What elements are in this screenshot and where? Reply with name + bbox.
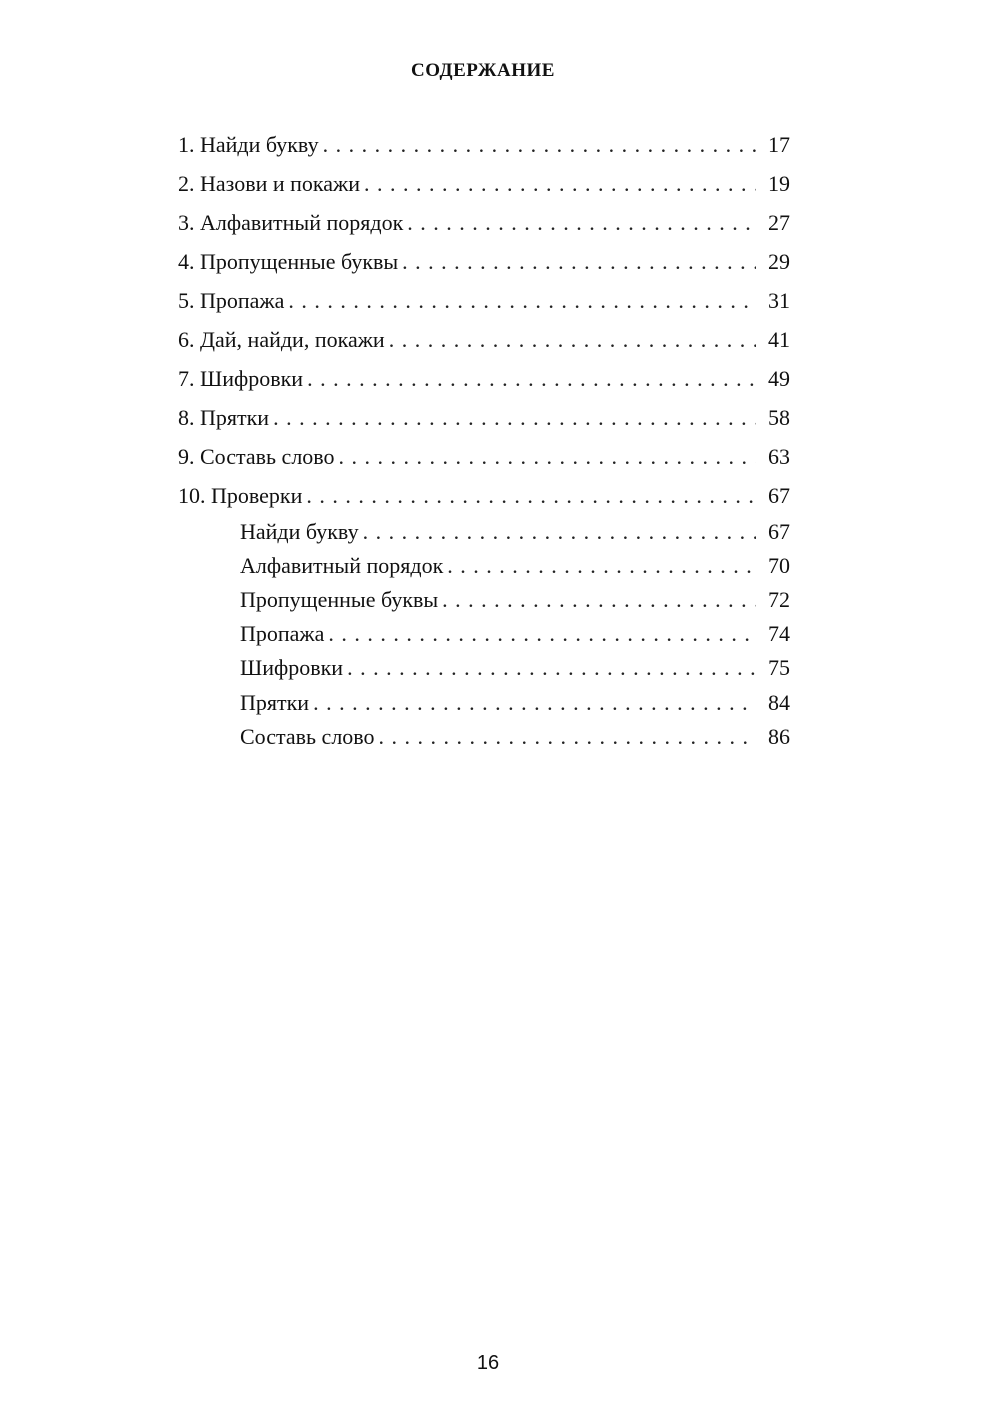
toc-subentry[interactable]: [240, 619, 790, 649]
toc-entry-label: 5. Пропажа: [178, 288, 285, 313]
toc-entry[interactable]: [178, 130, 790, 160]
toc-entry-label: 8. Прятки: [178, 405, 270, 430]
toc-subentry-page: 75: [768, 655, 790, 680]
dot-leader: [273, 403, 756, 433]
toc-subentry-label: Шифровки: [240, 655, 344, 680]
toc-entry[interactable]: [178, 403, 790, 433]
toc-entry[interactable]: [178, 208, 790, 238]
page-number: 16: [476, 1352, 500, 1374]
toc-entry-page: 49: [768, 366, 790, 391]
toc-entry-page: 19: [768, 171, 790, 196]
dot-leader: [363, 517, 756, 547]
toc-entry-label: 7. Шифровки: [178, 366, 304, 391]
toc-subentry[interactable]: [240, 517, 790, 547]
toc-entry[interactable]: [178, 247, 790, 277]
toc-entry-page: 29: [768, 249, 790, 274]
dot-leader: [407, 208, 756, 238]
toc-entry-page: 17: [768, 132, 790, 157]
dot-leader: [288, 286, 756, 316]
toc-subentry[interactable]: [240, 551, 790, 581]
dot-leader: [323, 130, 756, 160]
toc-subentry-page: 86: [768, 724, 790, 749]
toc-entry-label: 10. Проверки: [178, 483, 303, 508]
toc-subentry-label: Прятки: [240, 690, 310, 715]
toc-subentry-page: 74: [768, 621, 790, 646]
toc-subentry[interactable]: [240, 653, 790, 683]
dot-leader: [328, 619, 756, 649]
toc-subentry-page: 67: [768, 519, 790, 544]
toc-entry-label: 1. Найди букву: [178, 132, 319, 157]
toc-entry-page: 63: [768, 444, 790, 469]
toc-subentry[interactable]: [240, 688, 790, 718]
toc-entry[interactable]: [178, 364, 790, 394]
toc-subentry-label: Пропажа: [240, 621, 325, 646]
toc-entry[interactable]: [178, 169, 790, 199]
dot-leader: [442, 585, 756, 615]
toc-subentry[interactable]: [240, 585, 790, 615]
toc-subentry-page: 72: [768, 587, 790, 612]
toc-subentry-label: Составь слово: [240, 724, 375, 749]
dot-leader: [313, 688, 756, 718]
toc-entry-label: 4. Пропущенные буквы: [178, 249, 399, 274]
toc-subentry-label: Найди букву: [240, 519, 359, 544]
toc-entry-page: 27: [768, 210, 790, 235]
page-title: СОДЕРЖАНИЕ: [411, 60, 555, 81]
dot-leader: [402, 247, 756, 277]
toc-entry-page: 67: [768, 483, 790, 508]
dot-leader: [306, 481, 756, 511]
toc-entry-page: 31: [768, 288, 790, 313]
toc-entry-label: 3. Алфавитный порядок: [178, 210, 404, 235]
toc-entry-page: 58: [768, 405, 790, 430]
dot-leader: [389, 325, 756, 355]
dot-leader: [447, 551, 756, 581]
toc-entry[interactable]: [178, 442, 790, 472]
dot-leader: [347, 653, 756, 683]
toc-entry-label: 2. Назови и покажи: [178, 171, 361, 196]
toc-subentry[interactable]: [240, 722, 790, 752]
toc-entry-label: 6. Дай, найди, покажи: [178, 327, 385, 352]
dot-leader: [307, 364, 756, 394]
dot-leader: [379, 722, 756, 752]
toc-subentry-label: Пропущенные буквы: [240, 587, 439, 612]
toc-entry-page: 41: [768, 327, 790, 352]
toc-subentry-page: 84: [768, 690, 790, 715]
toc-entry[interactable]: [178, 325, 790, 355]
dot-leader: [364, 169, 756, 199]
toc-subentry-label: Алфавитный порядок: [240, 553, 444, 578]
dot-leader: [339, 442, 756, 472]
toc-entry[interactable]: [178, 481, 790, 511]
toc-subentry-page: 70: [768, 553, 790, 578]
toc-entry-label: 9. Составь слово: [178, 444, 335, 469]
toc-entry[interactable]: [178, 286, 790, 316]
